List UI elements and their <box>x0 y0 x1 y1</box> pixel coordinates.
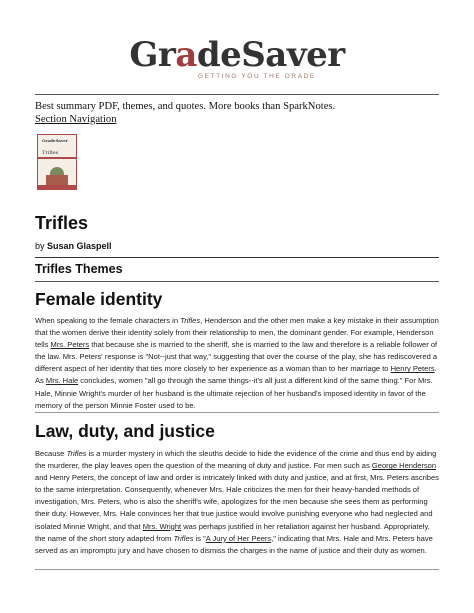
character-link[interactable]: Mrs. Hale <box>45 376 79 386</box>
cover-footer-band <box>38 185 76 189</box>
title-divider <box>35 257 439 258</box>
italic-title: Trifles <box>173 533 194 543</box>
section-navigation-link[interactable]: Section Navigation <box>35 114 117 125</box>
character-link[interactable]: George Henderson <box>371 461 437 471</box>
paragraph-text: and Henry Peters, the concept of law and order is intricately linked with duty and justice, and at first, Mrs. Peters ascribes to the same interpretation. Consequently, whenever Mrs. Hale criticizes the men for their heavy-handed methods of investigation, Mrs. Peters, who is also the sheriff's wife, apologizes for the men because she sees them as performing their duty. However, Mrs. Hale convinces her that true justice would involve punishing everyone who had neglected and isolated Minnie Wright, and that <box>35 473 439 531</box>
italic-title: Trifles <box>180 316 201 325</box>
theme-divider <box>35 412 439 413</box>
theme-divider-bottom <box>35 569 439 570</box>
byline-prefix: by <box>35 241 45 251</box>
italic-title: Trifles <box>66 449 87 458</box>
paragraph-text: is " <box>193 533 206 543</box>
paragraph-text: was perhaps justified in her retaliation against her husband. Appropriately, the name of the short story adapted from <box>35 521 430 543</box>
theme-heading-female-identity: Female identity <box>35 289 163 309</box>
paragraph-text: concludes, women "all go through the same things--it's all just a different kind of the same thing." For Mrs. Hale, Minnie Wright's murder of her husband is the ultimate rejection of her husband's imposed identity in favor of the memory of the person Minnie Foster used to be. <box>35 376 433 410</box>
summary-promo-text: Best summary PDF, themes, and quotes. More books than SparkNotes. <box>35 101 336 112</box>
paragraph-text: , Henderson and the other men make a key mistake in their assumption that the women derive their identity solely from their relationship to men, the dominant gender. For example, Henderson tells <box>35 316 439 350</box>
paragraph-text: . As <box>35 364 437 386</box>
paragraph-text: is a murder mystery in which the sleuths decide to hide the evidence of the crime and thus end by aiding the murderer, the play leaves open the question of the meaning of duty and justice. For men such as <box>35 449 437 471</box>
cover-band <box>38 157 76 159</box>
header-divider <box>35 94 439 95</box>
character-link[interactable]: A Jury of Her Peers <box>205 533 272 543</box>
paragraph-text: ," indicating that Mrs. Hale and Mrs. Peters have served as an impromptu jury and have chosen to dismiss the charges in the name of justice and their duty as women. <box>35 533 433 555</box>
character-link[interactable]: Mrs. Wright <box>142 521 182 531</box>
paragraph-text: When speaking to the female characters in <box>35 316 181 325</box>
themes-divider <box>35 281 439 282</box>
book-cover-image[interactable] <box>37 134 77 190</box>
theme-heading-law-duty-justice: Law, duty, and justice <box>35 421 215 441</box>
cover-house-illustration <box>46 175 68 185</box>
author-name[interactable]: Susan Glaspell <box>47 241 112 251</box>
logo-wordmark: GradeSaver <box>129 35 345 75</box>
paragraph-text: Because <box>35 449 67 458</box>
themes-section-heading: Trifles Themes <box>35 262 123 276</box>
byline <box>35 240 112 252</box>
character-link[interactable]: Mrs. Peters <box>50 340 90 350</box>
paragraph-text: that because she is married to the sheriff, she is married to the law and therefore is a reliable follower of the law. Mrs. Peters' response is "Not--just that way," suggesting that over the course of the play, she has rediscovered a different aspect of her identity that ties more closely to her experience as a woman than to her marriage to <box>35 340 438 374</box>
logo-a-glyph: a <box>175 35 197 75</box>
logo-tagline: GETTING YOU THE GRADE <box>198 73 316 80</box>
theme-paragraph-female-identity <box>35 315 439 412</box>
character-link[interactable]: Henry Peters <box>390 364 435 374</box>
gradesaver-logo[interactable] <box>0 35 474 75</box>
theme-paragraph-law-duty-justice <box>35 448 439 557</box>
cover-brand: GradeSaver <box>42 138 68 143</box>
book-title: Trifles <box>35 213 89 233</box>
cover-title: Trifles <box>42 150 59 156</box>
